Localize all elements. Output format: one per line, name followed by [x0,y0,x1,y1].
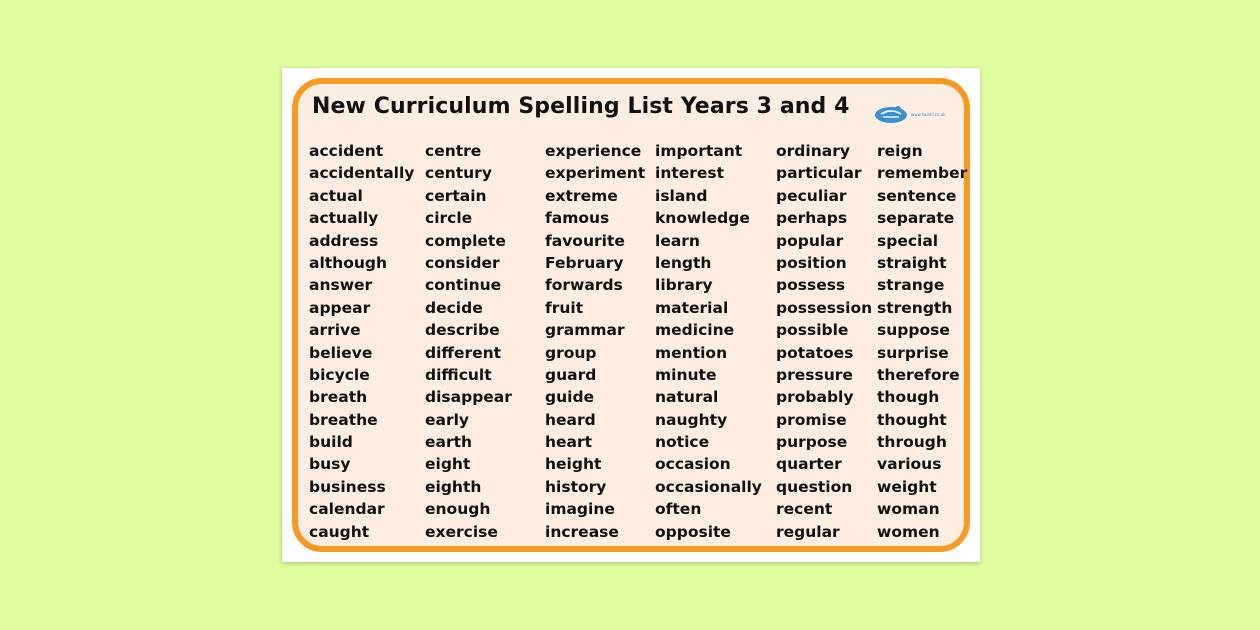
spelling-word: breath [309,388,368,407]
spelling-word: different [425,343,502,362]
spelling-word: build [309,433,353,452]
spelling-word: weight [877,477,937,496]
word-mat-sheet [282,68,980,562]
spelling-word: arrive [309,321,361,340]
word-column-2 [425,140,512,543]
spelling-word: surprise [877,343,949,362]
spelling-word: certain [425,186,487,205]
spelling-word: suppose [877,321,950,340]
spelling-word: various [877,455,942,474]
spelling-word: experiment [545,164,646,183]
spelling-word: learn [655,231,700,250]
spelling-word: position [776,253,847,272]
spelling-word: accidentally [309,164,415,183]
spelling-word: medicine [655,321,735,340]
spelling-word: straight [877,253,947,272]
spelling-word: strength [877,298,953,317]
spelling-word: regular [776,522,840,541]
spelling-word: ordinary [776,142,850,160]
spelling-word: describe [425,321,500,340]
spelling-word: separate [877,209,955,228]
spelling-word: answer [309,276,373,295]
spelling-word: often [655,500,702,519]
spelling-word: group [545,343,597,362]
spelling-word: possess [776,276,846,295]
page-title: New Curriculum Spelling List Years 3 and 4 [312,94,850,119]
spelling-word: island [655,186,708,205]
spelling-word: guide [545,388,595,407]
spelling-word: woman [877,500,940,519]
spelling-word: remember [877,164,968,183]
spelling-word: particular [776,164,862,183]
spelling-word: special [877,231,939,250]
spelling-word: century [425,164,492,183]
spelling-word: question [776,477,853,496]
spelling-word: reign [877,142,923,160]
spelling-word: accident [309,142,384,160]
spelling-word: February [545,253,624,272]
spelling-word: length [655,253,712,272]
spelling-word: circle [425,209,473,228]
spelling-word: calendar [309,500,385,519]
spelling-word: eight [425,455,471,474]
spelling-word: therefore [877,365,960,384]
spelling-word: library [655,276,713,295]
spelling-word: occasion [655,455,731,474]
spelling-word: business [309,477,386,496]
spelling-word: notice [655,433,710,452]
spelling-word: pressure [776,365,853,384]
spelling-word: purpose [776,433,848,452]
spelling-word: sentence [877,186,957,205]
spelling-word: heart [545,433,593,452]
spelling-word: imagine [545,500,615,519]
spelling-word: decide [425,298,483,317]
word-column-3 [545,140,645,543]
spelling-word: strange [877,276,945,295]
spelling-word: material [655,298,729,317]
spelling-word: natural [655,388,719,407]
spelling-word: centre [425,142,482,160]
twinkl-logo-icon [874,104,908,124]
spelling-word: though [877,388,940,407]
word-column-6 [877,140,967,543]
spelling-word: actual [309,186,363,205]
word-column-5 [776,140,872,543]
spelling-word: earth [425,433,473,452]
spelling-word: eighth [425,477,482,496]
spelling-word: exercise [425,522,498,541]
spelling-word: extreme [545,186,618,205]
spelling-word: forwards [545,276,623,295]
spelling-word: busy [309,455,351,474]
spelling-word: address [309,231,379,250]
spelling-word: probably [776,388,854,407]
spelling-word: mention [655,343,728,362]
spelling-word: quarter [776,455,842,474]
spelling-word: appear [309,298,371,317]
spelling-word: knowledge [655,209,750,228]
spelling-word: disappear [425,388,512,407]
spelling-word: experience [545,142,642,160]
twinkl-logo [874,104,946,124]
spelling-word: women [877,522,940,541]
spelling-word: consider [425,253,500,272]
spelling-word: recent [776,500,833,519]
spelling-word: naughty [655,410,728,429]
spelling-word: grammar [545,321,625,340]
spelling-word: difficult [425,365,492,384]
spelling-word: heard [545,410,596,429]
spelling-word: interest [655,164,725,183]
spelling-word: height [545,455,602,474]
spelling-word: important [655,142,743,160]
spelling-word: complete [425,231,506,250]
spelling-word: believe [309,343,373,362]
spelling-word: enough [425,500,491,519]
spelling-word: actually [309,209,379,228]
spelling-word: possession [776,298,873,317]
spelling-word: occasionally [655,477,762,496]
word-column-4 [655,140,762,543]
spelling-word: increase [545,522,619,541]
spelling-word: caught [309,522,370,541]
spelling-word: thought [877,410,947,429]
spelling-word: famous [545,209,610,228]
spelling-word: promise [776,410,847,429]
spelling-word: possible [776,321,849,340]
spelling-word: early [425,410,470,429]
spelling-word: peculiar [776,186,847,205]
spelling-word: opposite [655,522,731,541]
logo-url: www.twinkl.co.uk [911,111,946,117]
spelling-word: fruit [545,298,584,317]
spelling-word: history [545,477,607,496]
spelling-word: minute [655,365,717,384]
word-column-1 [309,140,414,543]
spelling-word: breathe [309,410,378,429]
spelling-word: potatoes [776,343,854,362]
spelling-word: continue [425,276,502,295]
word-mat-frame [292,78,970,552]
spelling-word: although [309,253,388,272]
spelling-word: guard [545,365,597,384]
spelling-word: perhaps [776,209,848,228]
spelling-word: through [877,433,947,452]
spelling-word: popular [776,231,844,250]
spelling-word: bicycle [309,365,370,384]
spelling-word: favourite [545,231,625,250]
